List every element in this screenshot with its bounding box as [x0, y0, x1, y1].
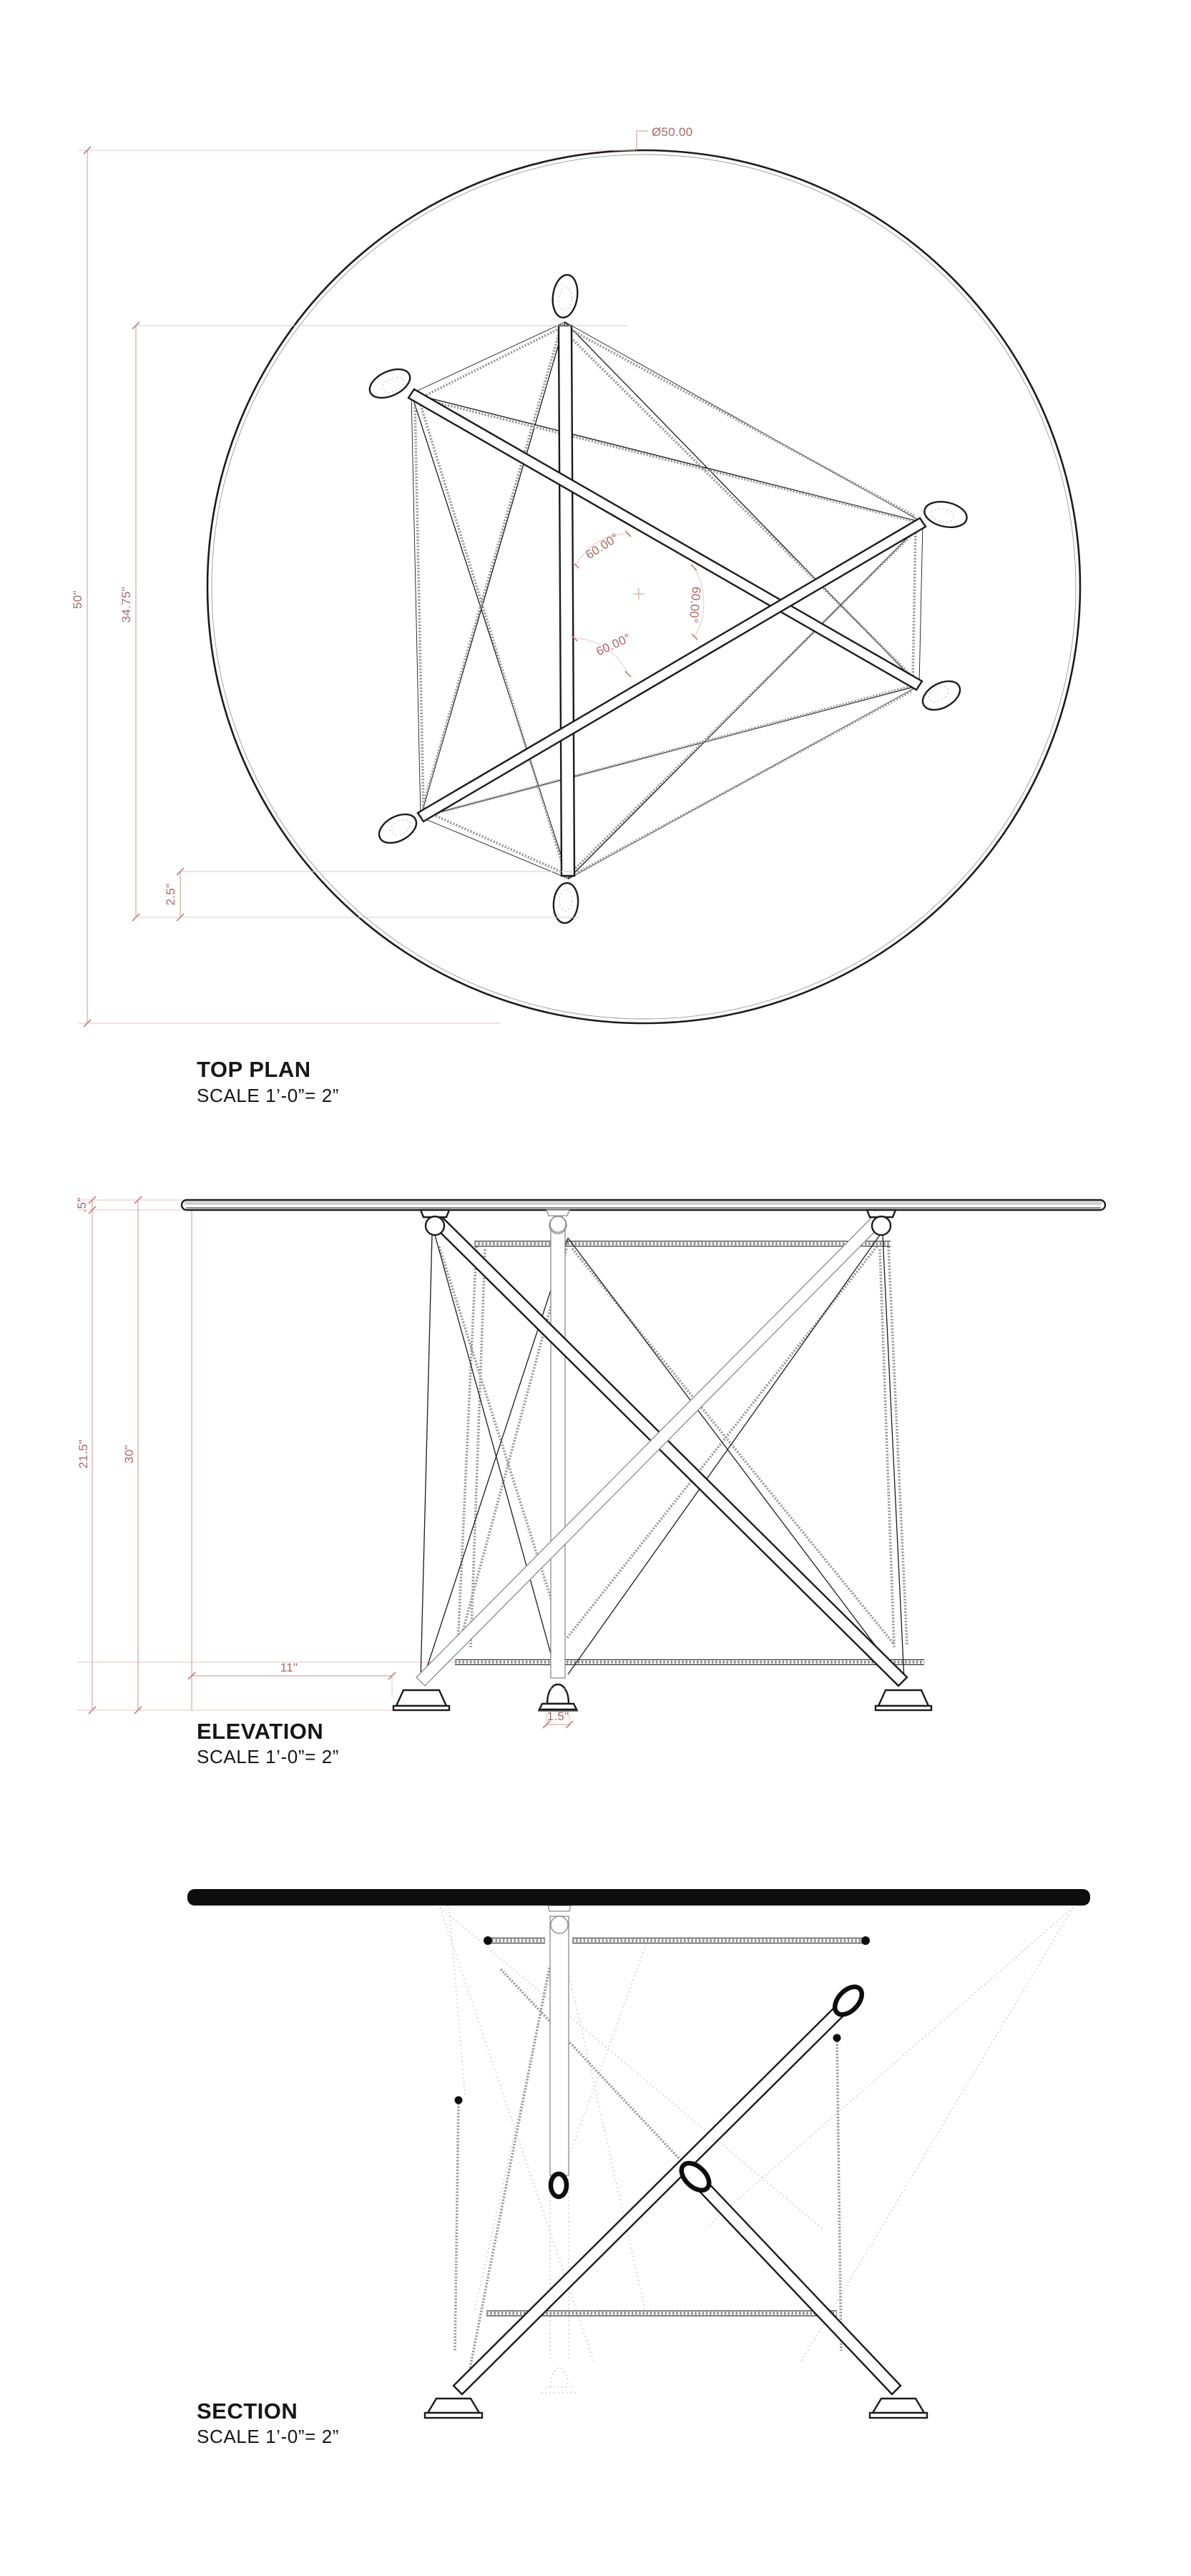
section-tabletop-cut [187, 1889, 1090, 1906]
top-plan-scale-note: SCALE 1’-0”= 2” [197, 1085, 340, 1106]
dim-edge-offset [136, 868, 579, 921]
section-ropes [455, 1936, 871, 2376]
elevation-caption [197, 1719, 339, 1767]
section-struts [454, 1982, 901, 2394]
top-plan-caption [197, 1057, 339, 1106]
dim-edge-offset-label: 2.5" [164, 883, 177, 906]
section-title: SECTION [197, 2399, 298, 2424]
elevation-view [0, 1181, 1191, 1789]
elevation-ropes [439, 1241, 924, 1665]
top-plan-view [0, 0, 1191, 1145]
elevation-scale-note: SCALE 1’-0”= 2” [197, 1746, 340, 1767]
rope-cables [415, 329, 916, 873]
section-center-post [548, 1906, 571, 2197]
dim-angle-b-label: 60.00° [686, 586, 704, 624]
cable-triangles [411, 322, 923, 879]
elevation-tabletop [182, 1200, 1105, 1210]
dim-overhang-label: 11" [280, 1661, 298, 1674]
section-caption [197, 2399, 339, 2447]
dim-diameter [637, 125, 693, 152]
dim-angle-a-label: 60.00° [583, 530, 622, 562]
dim-frame-height-label: 34.75" [119, 586, 133, 623]
dim-top-thickness-label: .5" [75, 1197, 89, 1213]
dim-overall-height [71, 147, 635, 1027]
top-fittings [421, 1210, 896, 1235]
dim-height-b-label: 30" [122, 1445, 136, 1463]
center-post [549, 1216, 567, 1678]
struts [408, 326, 926, 876]
section-view [0, 1860, 1191, 2504]
top-plan-title: TOP PLAN [197, 1057, 311, 1082]
dim-overall-height-label: 50" [71, 590, 84, 609]
dim-angle-c-label: 60.00° [594, 630, 633, 659]
elevation-title: ELEVATION [197, 1719, 324, 1744]
tabletop-circle [207, 150, 1080, 1023]
dim-foot-width-label: 1.5" [547, 1709, 569, 1723]
dim-frame-height [119, 322, 628, 921]
elevation-feet [393, 1682, 931, 1711]
elevation-struts [416, 1212, 907, 1686]
section-scale-note: SCALE 1’-0”= 2” [197, 2426, 340, 2447]
section-feet [425, 2399, 927, 2418]
perimeter-cables [411, 322, 923, 879]
dim-diameter-label: Ø50.00 [652, 125, 693, 139]
leg-feet [366, 273, 969, 924]
dim-height-a-label: 21.5" [77, 1439, 90, 1469]
